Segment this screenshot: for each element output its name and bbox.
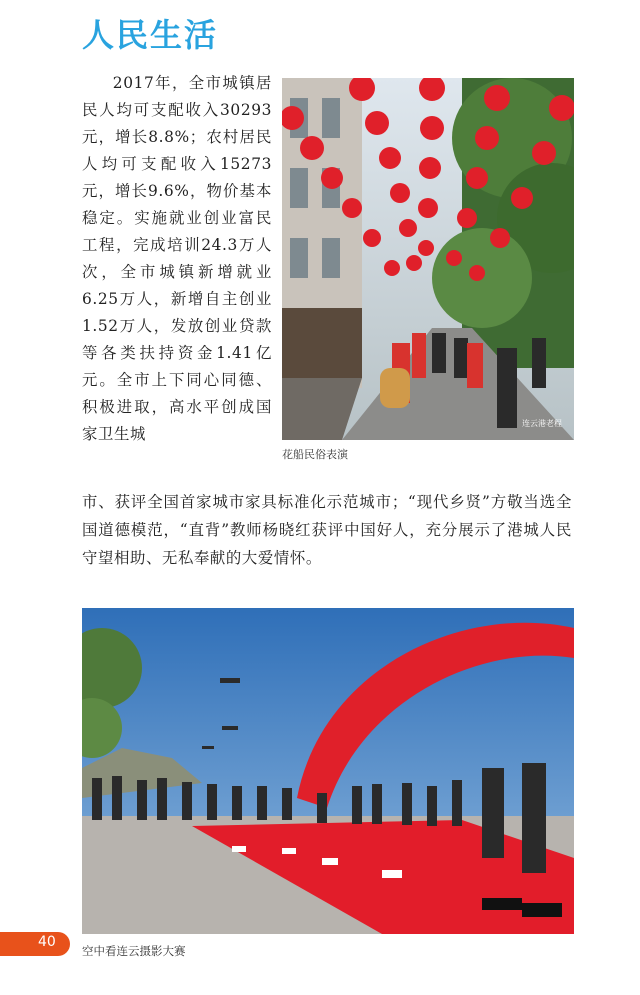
- paragraph-1: 2017年，全市城镇居民人均可支配收入30293元，增长8.8%；农村居民人均可支配收入15273元，增长9.6%，物价基本稳定。实施就业创业富民工程，完成培训24.3万人次，全市城镇新增就业6.25万人，新增自主创业1.52万人，发放创业贷款等各类扶持资金1.41亿元。全市上下同心同德、积极进取，高水平创成国家卫生城: [82, 74, 272, 443]
- narrow-column-text: [82, 70, 272, 448]
- photo-watermark: 连云港老程: [522, 419, 562, 428]
- section-title: 人民生活: [82, 16, 219, 54]
- page-number: 40: [38, 934, 56, 950]
- paragraph-2: 市、获评全国首家城市家具标准化示范城市；“现代乡贤”方敬当选全国道德模范，“直背”教师杨晓红获评中国好人，充分展示了港城人民守望相助、无私奉献的大爱情怀。: [82, 493, 572, 567]
- photo2-caption: 空中看连云摄影大赛: [82, 944, 186, 958]
- folk-boat-performance-photo: [282, 78, 574, 440]
- drone-photography-contest-photo: [82, 608, 574, 934]
- full-width-text: [82, 488, 572, 572]
- page-number-tab: [0, 932, 70, 956]
- photo1-caption: 花船民俗表演: [282, 448, 348, 461]
